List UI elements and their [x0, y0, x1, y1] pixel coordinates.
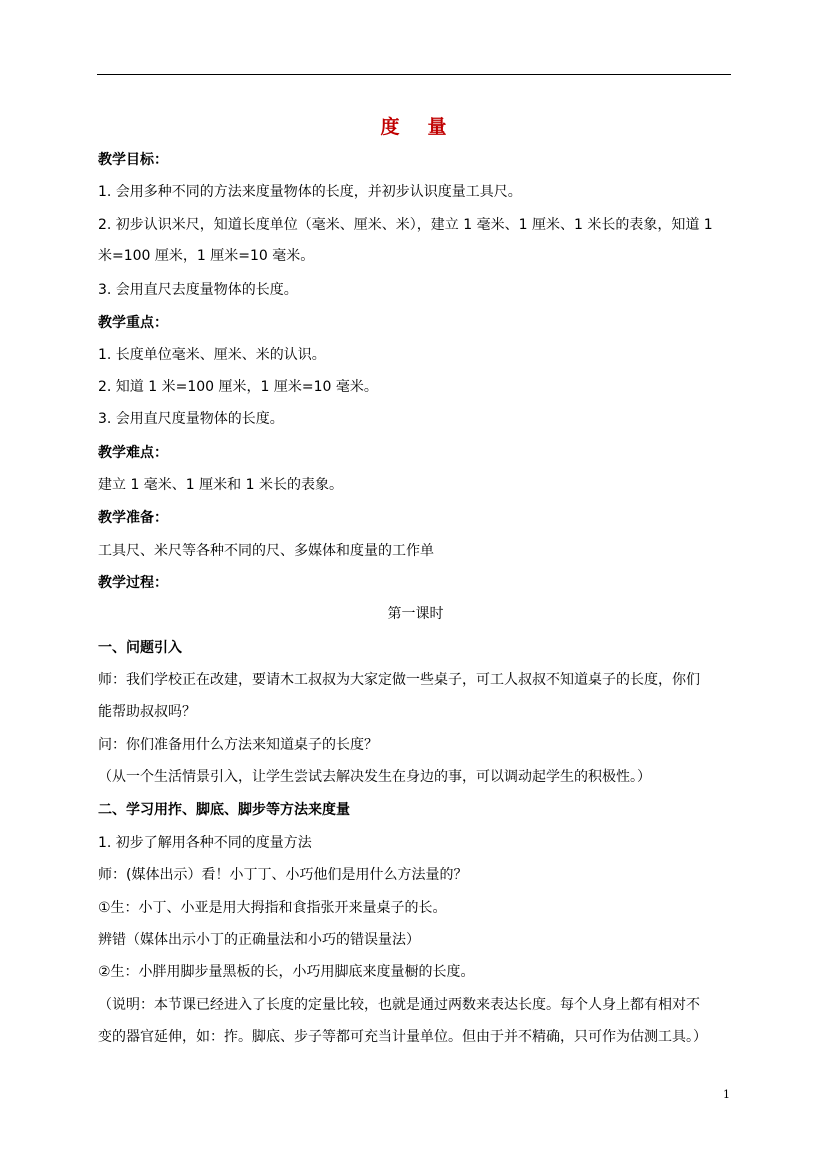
lesson-label: 第一课时	[387, 606, 444, 622]
heading-key-points: 教学重点：	[98, 315, 168, 331]
heading-process: 教学过程：	[98, 575, 168, 591]
heading-preparation: 教学准备：	[98, 510, 168, 526]
paragraph-line: 1. 初步了解用各种不同的度量方法	[98, 835, 312, 851]
paragraph-line: 能帮助叔叔吗？	[98, 704, 196, 720]
page-number: 1	[723, 1088, 730, 1101]
paragraph-line: 2. 知道 1 米=100 厘米，1 厘米=10 毫米。	[98, 379, 378, 395]
paragraph-line: 辨错（媒体出示小丁的正确量法和小巧的错误量法）	[98, 932, 420, 948]
header-rule	[97, 74, 731, 75]
document-title: 度量	[380, 116, 475, 138]
paragraph-line: （从一个生活情景引入，让学生尝试去解决发生在身边的事，可以调动起学生的积极性。）	[98, 769, 651, 785]
paragraph-line: 师：我们学校正在改建，要请木工叔叔为大家定做一些桌子，可工人叔叔不知道桌子的长度，你们	[98, 672, 700, 688]
heading-objectives: 教学目标：	[98, 152, 168, 168]
paragraph-line: 3. 会用直尺度量物体的长度。	[98, 411, 284, 427]
paragraph-line: ②生：小胖用脚步量黑板的长，小巧用脚底来度量橱的长度。	[98, 964, 475, 980]
section-heading: 一、问题引入	[98, 640, 182, 656]
section-heading: 二、学习用拃、脚底、脚步等方法来度量	[98, 802, 350, 818]
paragraph-line: 建立 1 毫米、1 厘米和 1 米长的表象。	[98, 477, 343, 493]
paragraph-line: 3. 会用直尺去度量物体的长度。	[98, 282, 298, 298]
heading-difficulties: 教学难点：	[98, 445, 168, 461]
paragraph-line: 工具尺、米尺等各种不同的尺、多媒体和度量的工作单	[98, 543, 434, 559]
paragraph-line: 2. 初步认识米尺，知道长度单位（毫米、厘米、米），建立 1 毫米、1 厘米、1 米长的表象，知道 1	[98, 217, 713, 233]
paragraph-line: 1. 长度单位毫米、厘米、米的认识。	[98, 347, 326, 363]
paragraph-line: ①生：小丁、小亚是用大拇指和食指张开来量桌子的长。	[98, 900, 447, 916]
paragraph-line: （说明：本节课已经进入了长度的定量比较，也就是通过两数来表达长度。每个人身上都有相对不	[98, 997, 700, 1013]
paragraph-line: 变的器官延伸，如：拃。脚底、步子等都可充当计量单位。但由于并不精确，只可作为估测工具。）	[98, 1029, 707, 1045]
paragraph-line: 师：(媒体出示）看！小丁丁、小巧他们是用什么方法量的？	[98, 867, 468, 883]
paragraph-line: 米=100 厘米，1 厘米=10 毫米。	[98, 248, 315, 264]
paragraph-line: 问：你们准备用什么方法来知道桌子的长度？	[98, 737, 378, 753]
paragraph-line: 1. 会用多种不同的方法来度量物体的长度，并初步认识度量工具尺。	[98, 184, 522, 200]
